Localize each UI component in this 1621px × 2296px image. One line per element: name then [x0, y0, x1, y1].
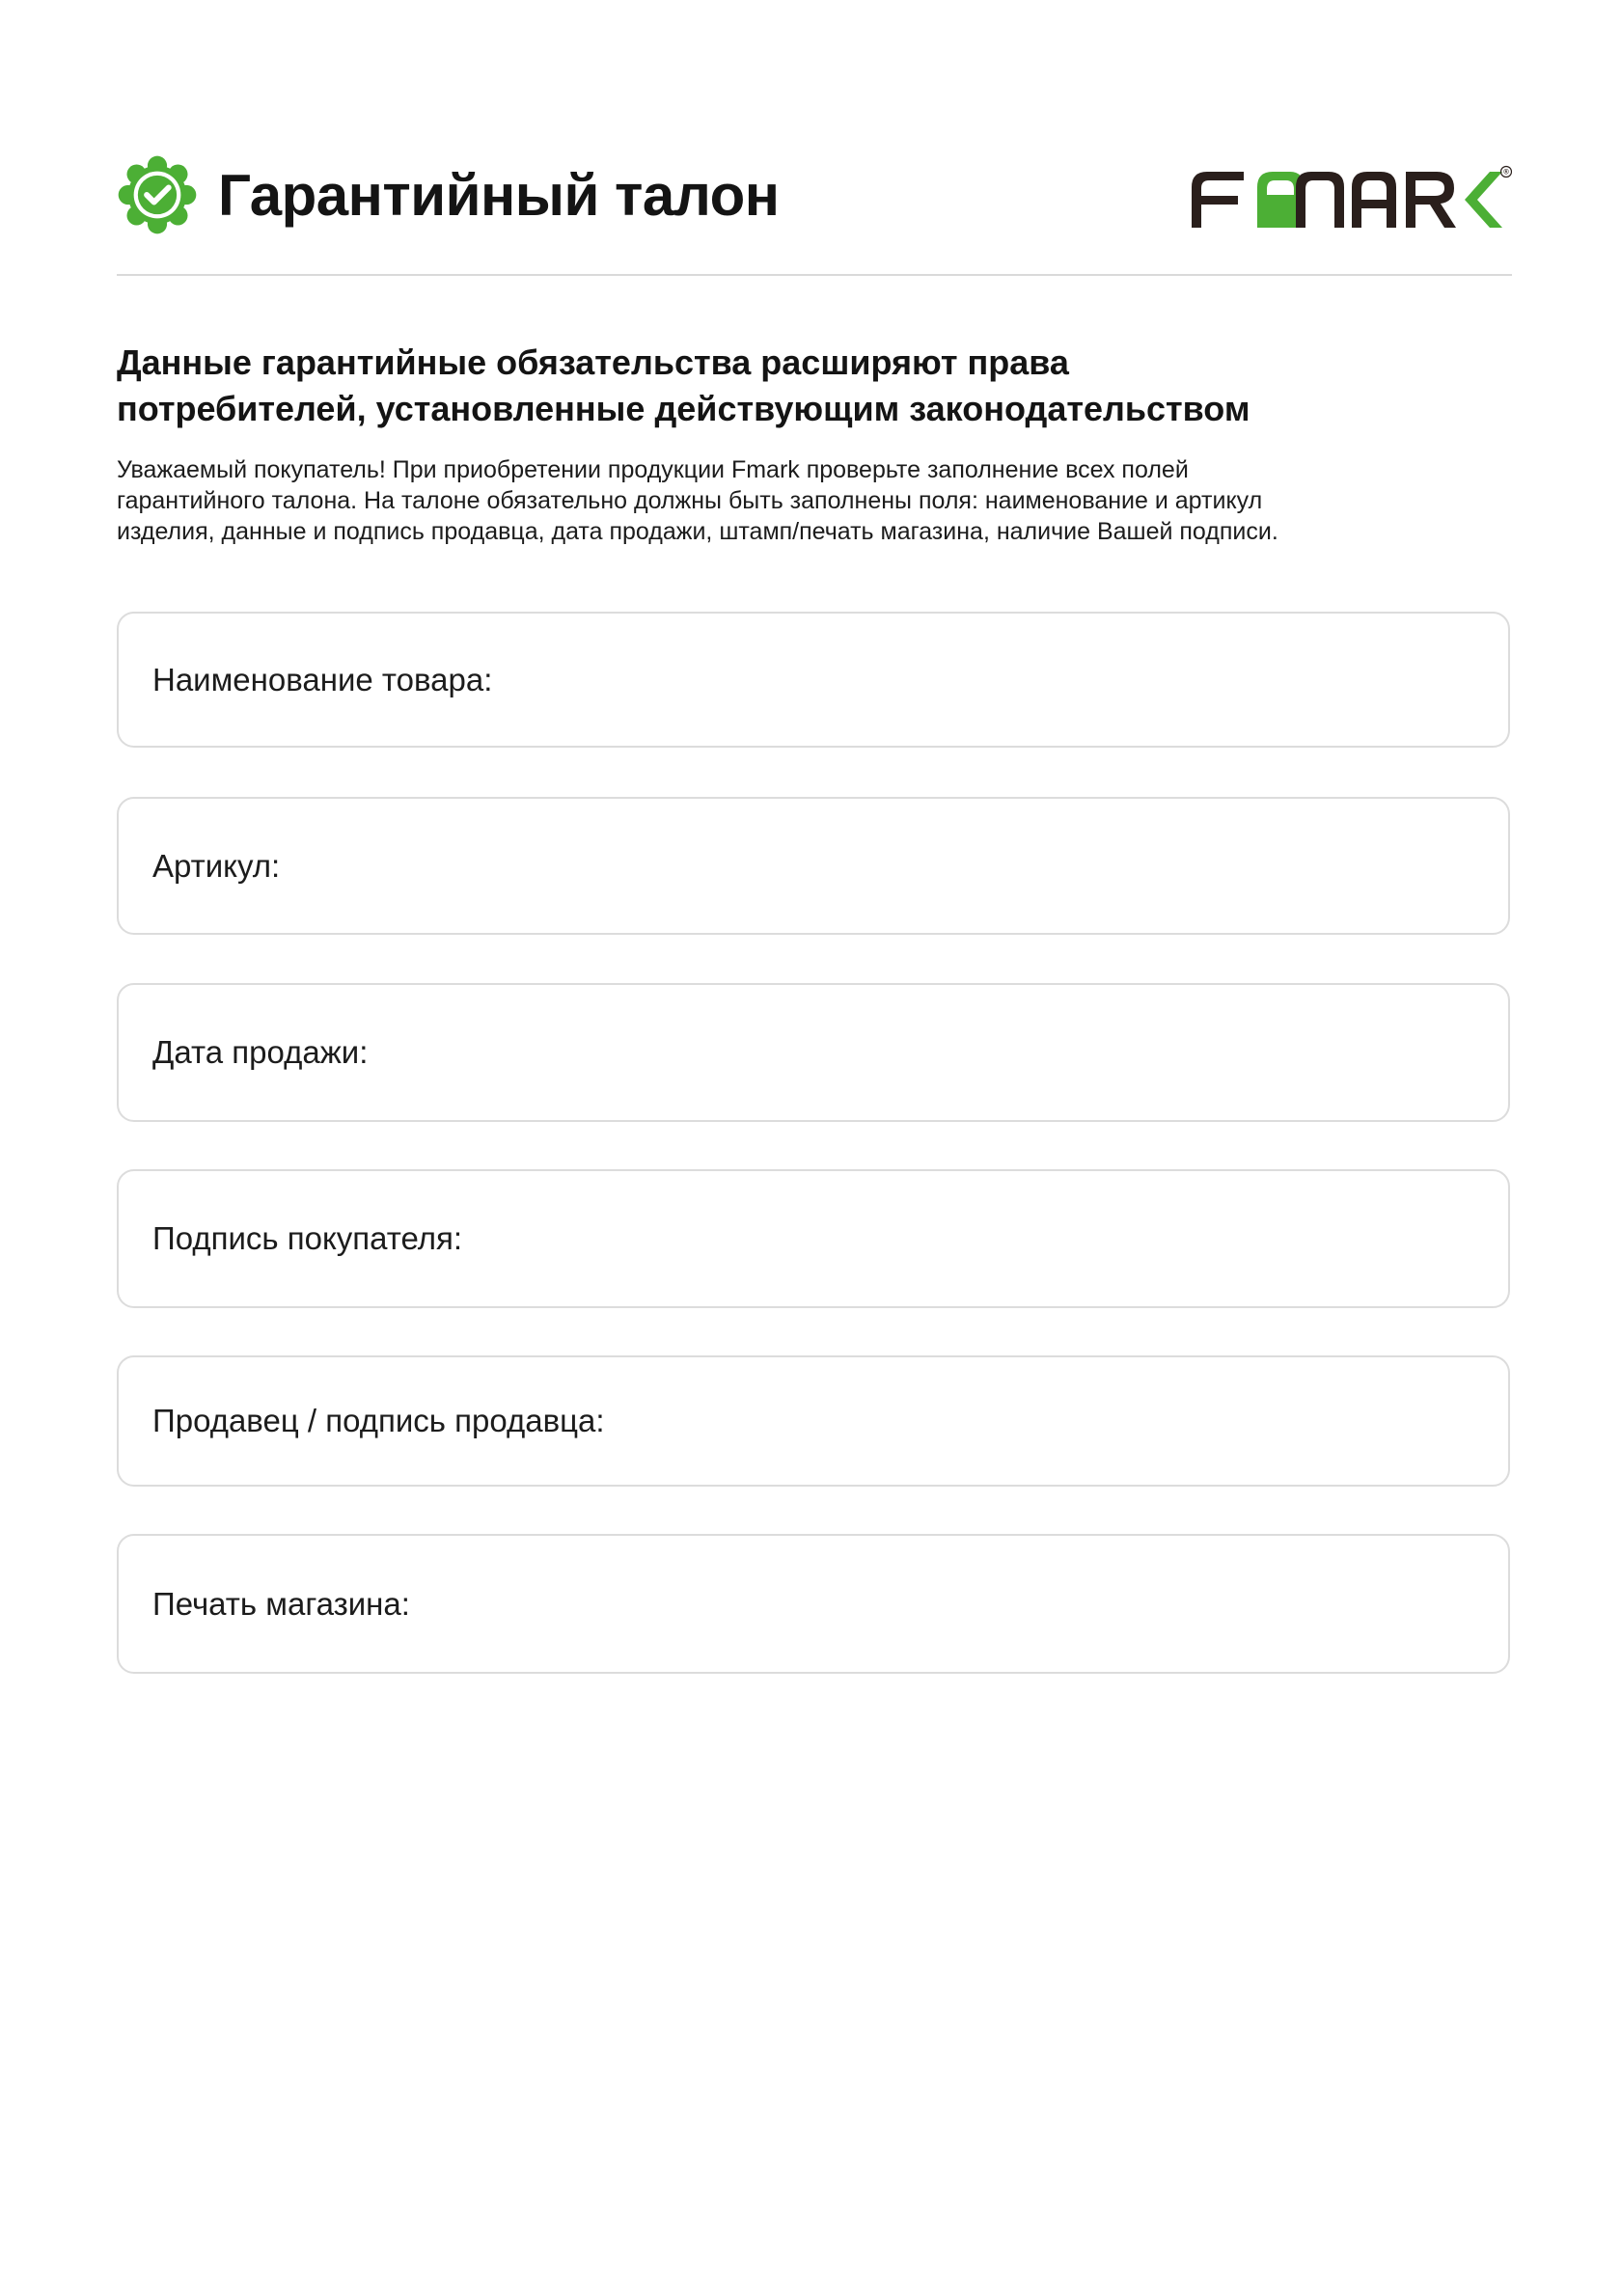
- heading-line: потребителей, установленные действующим законодательством: [117, 389, 1250, 428]
- seller-signature-field[interactable]: [117, 1355, 1510, 1487]
- store-stamp-label: Печать магазина:: [152, 1585, 410, 1622]
- intro-line: Уважаемый покупатель! При приобретении продукции Fmark проверьте заполнение всех полей: [117, 456, 1189, 483]
- sale-date-label: Дата продажи:: [152, 1034, 369, 1070]
- logo-letters-icon: [1192, 172, 1502, 228]
- product-name-label: Наименование товара:: [152, 661, 493, 697]
- intro-line: гарантийного талона. На талоне обязательно должны быть заполнены поля: наименование и артикул: [117, 487, 1263, 514]
- intro-line: изделия, данные и подпись продавца, дата продажи, штамп/печать магазина, наличие Вашей подписи.: [117, 518, 1278, 545]
- page-header: [117, 145, 1512, 260]
- buyer-signature-label: Подпись покупателя:: [152, 1220, 463, 1256]
- product-name-field[interactable]: [117, 612, 1510, 748]
- store-stamp-field[interactable]: [117, 1534, 1510, 1674]
- article-label: Артикул:: [152, 847, 281, 884]
- intro-paragraph: [117, 454, 1371, 547]
- sale-date-field[interactable]: [117, 983, 1510, 1122]
- brand-logo: [1188, 164, 1512, 232]
- check-badge-icon: [117, 154, 198, 235]
- seller-signature-label: Продавец / подпись продавца:: [152, 1403, 605, 1438]
- buyer-signature-field[interactable]: [117, 1169, 1510, 1308]
- heading-line: Данные гарантийные обязательства расширяют права: [117, 342, 1069, 382]
- warranty-heading: [117, 340, 1371, 432]
- registered-mark-icon: [1501, 167, 1512, 178]
- page-title: Гарантийный талон: [218, 163, 780, 228]
- svg-text:®: ®: [1503, 167, 1509, 177]
- header-divider: [117, 274, 1512, 276]
- article-field[interactable]: [117, 797, 1510, 935]
